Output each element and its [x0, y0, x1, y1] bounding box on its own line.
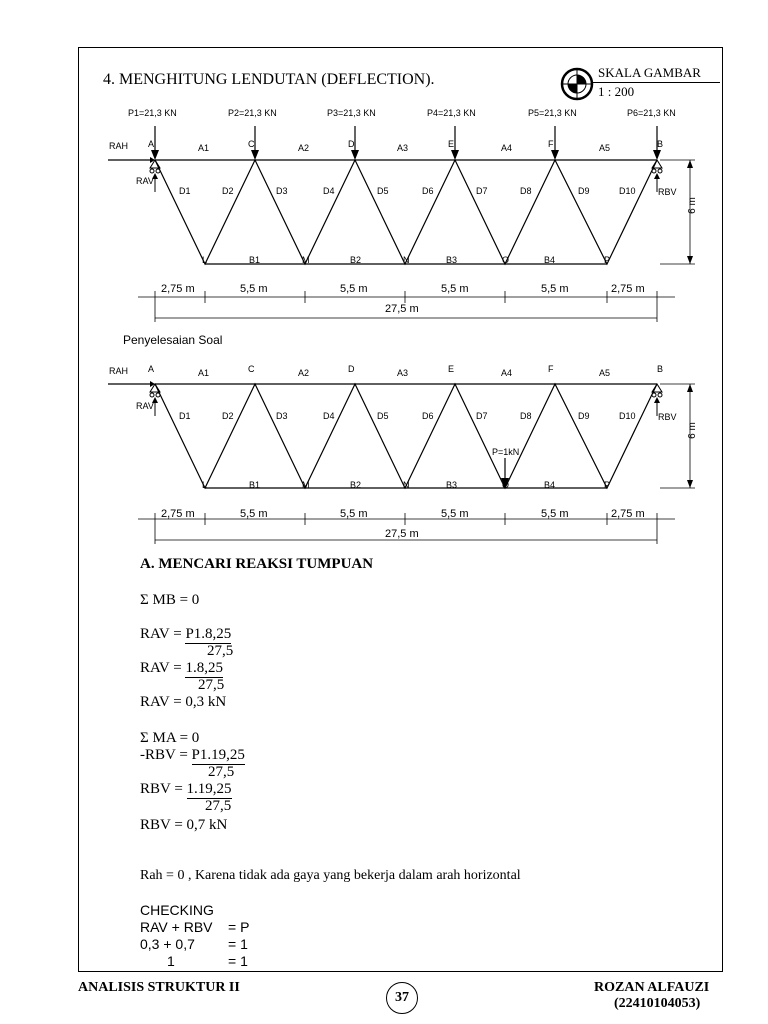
load-label-p1: P1=21,3 KN — [128, 108, 177, 118]
rbv-label: RBV — [658, 187, 677, 197]
checking-row-3-left: 1 — [167, 953, 175, 969]
member-label-d3: D3 — [276, 411, 288, 421]
member-label-a2: A2 — [298, 143, 310, 153]
node-label-c: C — [248, 364, 255, 374]
rav-equation-1-den: 27,5 — [207, 643, 234, 659]
node-label-a: A — [148, 139, 155, 149]
member-label-d2: D2 — [222, 186, 234, 196]
member-label-d10: D10 — [619, 186, 636, 196]
member-label-d5: D5 — [377, 411, 389, 421]
span-label-1: 2,75 m — [161, 508, 195, 520]
rav-result: RAV = 0,3 kN — [140, 694, 227, 710]
checking-row-1-left: RAV + RBV — [140, 919, 213, 935]
node-label-m: M — [302, 480, 310, 490]
rav-equation-2: RAV = 1.8,25 — [140, 660, 223, 676]
member-label-d3: D3 — [276, 186, 288, 196]
span-label-4: 5,5 m — [441, 508, 469, 520]
node-label-n: N — [403, 480, 410, 490]
member-label-a1: A1 — [198, 368, 210, 378]
member-label-b3: B3 — [446, 255, 458, 265]
node-label-l: L — [202, 480, 208, 490]
member-label-d6: D6 — [422, 186, 434, 196]
node-label-o: O — [502, 255, 510, 265]
member-label-b2: B2 — [350, 480, 362, 490]
node-label-b: B — [657, 364, 664, 374]
node-label-p: P — [604, 255, 611, 265]
node-label-f: F — [548, 139, 554, 149]
rah-label: RAH — [109, 366, 129, 376]
member-label-b3: B3 — [446, 480, 458, 490]
member-label-b1: B1 — [249, 480, 261, 490]
load-label-p6: P6=21,3 KN — [627, 108, 676, 118]
load-label-p2: P2=21,3 KN — [228, 108, 277, 118]
truss-diagram-unit-load — [100, 330, 700, 555]
load-label-p3: P3=21,3 KN — [327, 108, 376, 118]
rah-note: Rah = 0 , Karena tidak ada gaya yang bekerja dalam arah horizontal — [140, 868, 521, 883]
load-label-p4: P4=21,3 KN — [427, 108, 476, 118]
unit-load-label: P=1kN — [492, 447, 520, 457]
span-label-6: 2,75 m — [611, 508, 645, 520]
load-label-p5: P5=21,3 KN — [528, 108, 577, 118]
checking-row-1-right: = P — [228, 919, 250, 935]
rav-equation-1: RAV = P1.8,25 — [140, 626, 232, 642]
member-label-b2: B2 — [350, 255, 362, 265]
checking-row-2-right: = 1 — [228, 936, 248, 952]
height-dimension-label: 6 m — [686, 197, 698, 214]
member-label-a5: A5 — [599, 143, 611, 153]
member-label-d1: D1 — [179, 186, 191, 196]
member-label-d8: D8 — [520, 411, 532, 421]
pin-support-a-icon — [150, 384, 160, 416]
checking-row-2-left: 0,3 + 0,7 — [140, 936, 195, 952]
node-label-d: D — [348, 364, 355, 374]
rbv-equation-2: RBV = 1.19,25 — [140, 781, 232, 797]
checking-title: CHECKING — [140, 902, 214, 918]
rbv-result: RBV = 0,7 kN — [140, 817, 228, 833]
span-label-4: 5,5 m — [441, 283, 469, 295]
member-label-a5: A5 — [599, 368, 611, 378]
scale-label: SKALA GAMBAR — [598, 65, 701, 80]
member-label-a3: A3 — [397, 368, 409, 378]
span-label-6: 2,75 m — [611, 283, 645, 295]
truss-diagram-loads — [100, 108, 700, 333]
node-label-b: B — [657, 139, 664, 149]
member-label-b4: B4 — [544, 480, 556, 490]
footer-nim: (22410104053) — [614, 996, 701, 1011]
member-label-d1: D1 — [179, 411, 191, 421]
member-label-d2: D2 — [222, 411, 234, 421]
member-label-a3: A3 — [397, 143, 409, 153]
height-dimension-label: 6 m — [686, 422, 698, 439]
rbv-equation-1: -RBV = P1.19,25 — [140, 747, 245, 763]
span-label-1: 2,75 m — [161, 283, 195, 295]
span-label-3: 5,5 m — [340, 508, 368, 520]
member-label-b1: B1 — [249, 255, 261, 265]
member-label-d5: D5 — [377, 186, 389, 196]
member-label-d9: D9 — [578, 186, 590, 196]
scale-symbol-icon — [560, 66, 596, 102]
member-label-a4: A4 — [501, 368, 513, 378]
section-a-heading: A. MENCARI REAKSI TUMPUAN — [140, 556, 374, 572]
span-label-5: 5,5 m — [541, 283, 569, 295]
rbv-label: RBV — [658, 412, 677, 422]
node-label-d: D — [348, 139, 355, 149]
node-label-n: N — [403, 255, 410, 265]
solution-label: Penyelesaian Soal — [123, 333, 223, 347]
sum-mb: Σ MB = 0 — [140, 592, 200, 608]
member-label-a4: A4 — [501, 143, 513, 153]
node-label-f: F — [548, 364, 554, 374]
scale-value: 1 : 200 — [598, 84, 635, 99]
footer-course: ANALISIS STRUKTUR II — [78, 980, 240, 995]
span-label-3: 5,5 m — [340, 283, 368, 295]
node-label-l: L — [202, 255, 208, 265]
node-label-m: M — [302, 255, 310, 265]
span-label-2: 5,5 m — [240, 283, 268, 295]
node-label-e: E — [448, 364, 455, 374]
node-label-a: A — [148, 364, 155, 374]
member-label-d6: D6 — [422, 411, 434, 421]
page-number: 37 — [386, 982, 418, 1014]
section-title: 4. MENGHITUNG LENDUTAN (DEFLECTION). — [103, 71, 435, 88]
node-label-o: O — [502, 480, 510, 490]
sum-ma: Σ MA = 0 — [140, 730, 200, 746]
rav-label: RAV — [136, 176, 154, 186]
node-label-c: C — [248, 139, 255, 149]
checking-row-3-right: = 1 — [228, 953, 248, 969]
member-label-d7: D7 — [476, 411, 488, 421]
node-label-p: P — [604, 480, 611, 490]
rah-label: RAH — [109, 141, 129, 151]
span-label-5: 5,5 m — [541, 508, 569, 520]
member-label-d4: D4 — [323, 186, 335, 196]
rav-label: RAV — [136, 401, 154, 411]
member-label-d9: D9 — [578, 411, 590, 421]
member-label-d8: D8 — [520, 186, 532, 196]
footer-author: ROZAN ALFAUZI — [594, 980, 710, 995]
node-label-e: E — [448, 139, 455, 149]
total-span-label: 27,5 m — [385, 303, 419, 315]
rbv-equation-1-den: 27,5 — [208, 764, 235, 780]
rbv-equation-2-den: 27,5 — [205, 798, 232, 814]
span-label-2: 5,5 m — [240, 508, 268, 520]
member-label-a2: A2 — [298, 368, 310, 378]
rav-equation-2-den: 27,5 — [198, 677, 225, 693]
member-label-d7: D7 — [476, 186, 488, 196]
member-label-b4: B4 — [544, 255, 556, 265]
total-span-label: 27,5 m — [385, 528, 419, 540]
member-label-d4: D4 — [323, 411, 335, 421]
member-label-a1: A1 — [198, 143, 210, 153]
scale-divider — [592, 82, 720, 83]
member-label-d10: D10 — [619, 411, 636, 421]
